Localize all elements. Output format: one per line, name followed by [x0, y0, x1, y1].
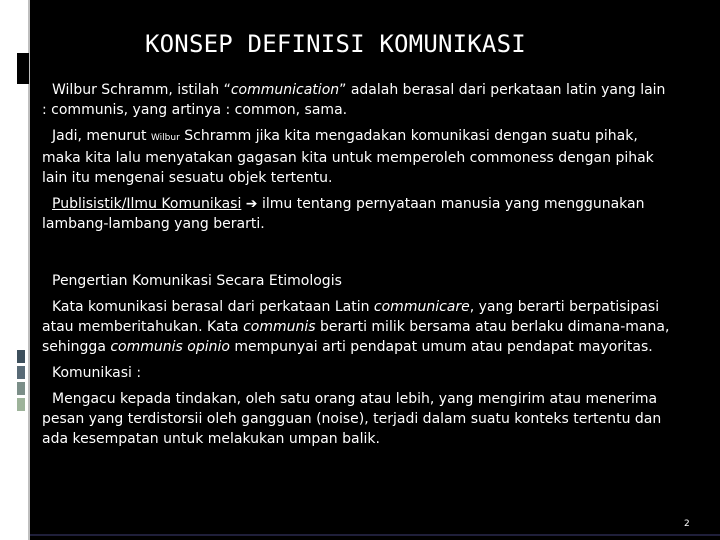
color-mark-1	[17, 350, 25, 363]
color-mark-2	[17, 366, 25, 379]
bottom-edge-line	[30, 534, 720, 536]
color-mark-4	[17, 398, 25, 411]
text-run: Jadi, menurut	[52, 128, 151, 144]
text-run: Schramm jika kita mengadakan komunikasi dengan suatu pihak, maka kita lalu menyatakan gagasan kita untuk memperoleh commoness dengan pihak lain itu mengenai sesuatu objek tertentu.	[42, 128, 654, 186]
italic-term: communis opinio	[110, 339, 230, 355]
paragraph-etymology	[42, 297, 672, 357]
text-run: ” adalah berasal dari perkataan latin yang lain : communis, yang artinya : common, sama.	[42, 82, 666, 118]
right-arrow-icon: ➔	[245, 196, 258, 212]
text-run: ilmu tentang pernyataan manusia yang menggunakan lambang-lambang yang berarti.	[42, 196, 645, 232]
paragraph-komunikasi-label: Komunikasi :	[52, 365, 142, 381]
paragraph-publisistik	[42, 194, 672, 234]
page-number: 2	[684, 519, 690, 529]
text-run: mempunyai arti pendapat umum atau pendapat mayoritas.	[229, 339, 653, 355]
text-run: , yang berarti berpatisipasi atau memberitahukan. Kata	[42, 299, 660, 335]
slide-title: KONSEP DEFINISI KOMUNIKASI	[145, 30, 526, 58]
text-run: Kata komunikasi berasal dari perkataan Latin	[52, 299, 374, 315]
decorative-color-marks	[17, 350, 25, 414]
paragraph-schramm-definition	[42, 80, 672, 120]
paragraph-schramm-commoness	[42, 126, 672, 188]
paragraph-etymology-heading: Pengertian Komunikasi Secara Etimologis	[52, 273, 342, 289]
underlined-term: Publisistik/Ilmu Komunikasi	[52, 196, 242, 212]
paragraph-komunikasi-definition: Mengacu kepada tindakan, oleh satu orang atau lebih, yang mengirim atau menerima pesan yang terdistorsii oleh gangguan (noise), terjadi dalam suatu konteks tertentu dan ada kesempatan untuk melakukan umpan balik.	[42, 391, 662, 447]
small-name: Wilbur	[150, 133, 180, 143]
italic-term: communicare	[373, 299, 470, 315]
title-marker-tab	[17, 53, 29, 84]
text-run: Wilbur Schramm, istilah “	[52, 82, 231, 98]
color-mark-3	[17, 382, 25, 395]
italic-term: communis	[243, 319, 316, 335]
slide-content	[42, 80, 672, 449]
italic-term: communication	[230, 82, 340, 98]
text-run: berarti milik bersama atau berlaku dimana-mana, sehingga	[42, 319, 670, 355]
